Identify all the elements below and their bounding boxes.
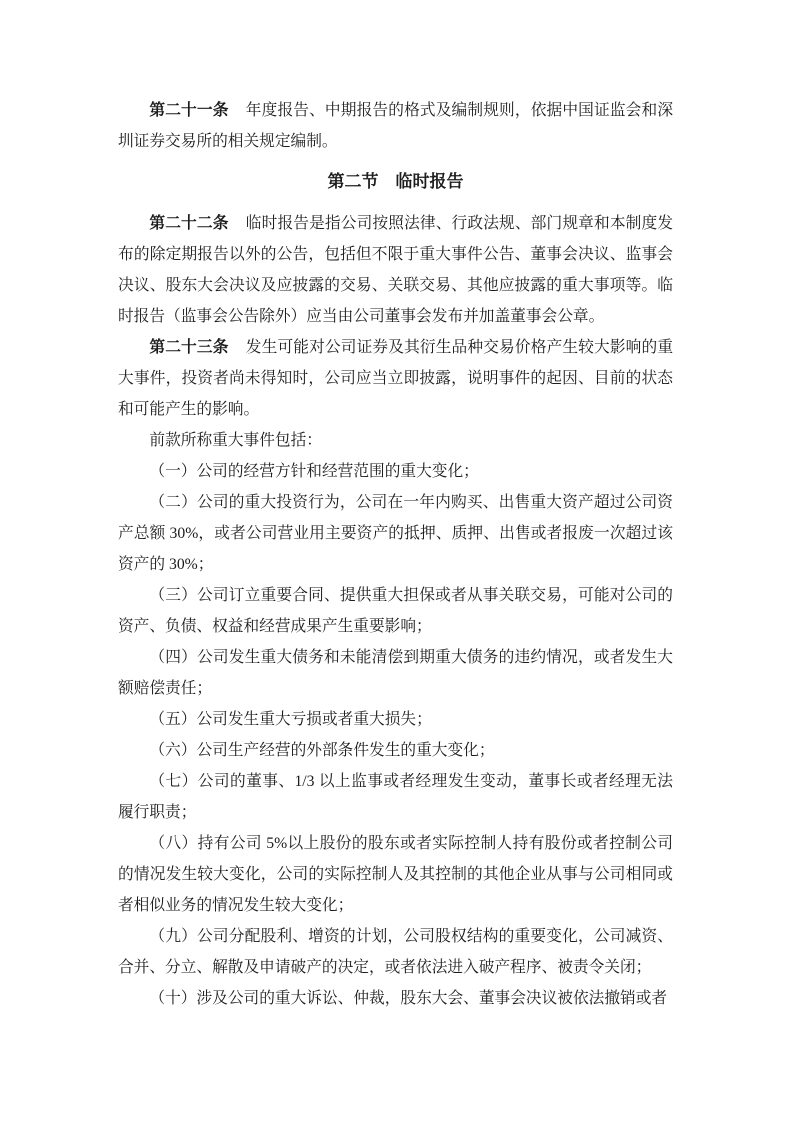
article-23-text: 发生可能对公司证券及其衍生品种交易价格产生较大影响的重大事件，投资者尚未得知时，公司应当立即披露，说明事件的起因、目前的状态和可能产生的影响。 [118, 339, 674, 418]
article-23-number: 第二十三条 [149, 339, 229, 356]
article-22-text: 临时报告是指公司按照法律、行政法规、部门规章和本制度发布的除定期报告以外的公告，包括但不限于重大事件公告、董事会决议、监事会决议、股东大会决议及应披露的交易、关联交易、其他应披露的重大事项等。临时报告（监事会公告除外）应当由公司董事会发布并加盖董事会公章。 [118, 215, 674, 325]
article-21-text: 年度报告、中期报告的格式及编制规则，依据中国证监会和深圳证券交易所的相关规定编制。 [118, 102, 674, 150]
article-22-paragraph [118, 208, 673, 332]
list-item-2: （二）公司的重大投资行为，公司在一年内购买、出售重大资产超过公司资产总额 30%，或者公司营业用主要资产的抵押、质押、出售或者报废一次超过该资产的 30%； [118, 494, 673, 573]
list-item-3: （三）公司订立重要合同、提供重大担保或者从事关联交易，可能对公司的资产、负债、权益和经营成果产生重要影响； [118, 587, 673, 635]
list-item-4: （四）公司发生重大债务和未能清偿到期重大债务的违约情况，或者发生大额赔偿责任； [118, 649, 673, 697]
section-heading: 第二节 临时报告 [327, 172, 464, 191]
list-item-6: （六）公司生产经营的外部条件发生的重大变化； [149, 742, 495, 759]
article-23-intro: 前款所称重大事件包括： [149, 432, 322, 449]
article-21-number: 第二十一条 [149, 102, 229, 119]
list-item-10: （十）涉及公司的重大诉讼、仲裁，股东大会、董事会决议被依法撤销或者 [149, 990, 668, 1007]
list-item-9: （九）公司分配股利、增资的计划，公司股权结构的重要变化，公司减资、合并、分立、解散及申请破产的决定，或者依法进入破产程序、被责令关闭； [118, 928, 673, 976]
article-22-number: 第二十二条 [149, 215, 229, 232]
list-item-7: （七）公司的董事、1/3 以上监事或者经理发生变动，董事长或者经理无法履行职责； [118, 773, 673, 821]
list-item-1: （一）公司的经营方针和经营范围的重大变化； [149, 463, 479, 480]
list-item-5: （五）公司发生重大亏损或者重大损失； [149, 711, 432, 728]
article-23-paragraph [118, 332, 673, 425]
list-item-8: （八）持有公司 5%以上股份的股东或者实际控制人持有股份或者控制公司的情况发生较大变化，公司的实际控制人及其控制的其他企业从事与公司相同或者相似业务的情况发生较大变化； [118, 835, 673, 914]
article-21-paragraph [118, 95, 673, 157]
